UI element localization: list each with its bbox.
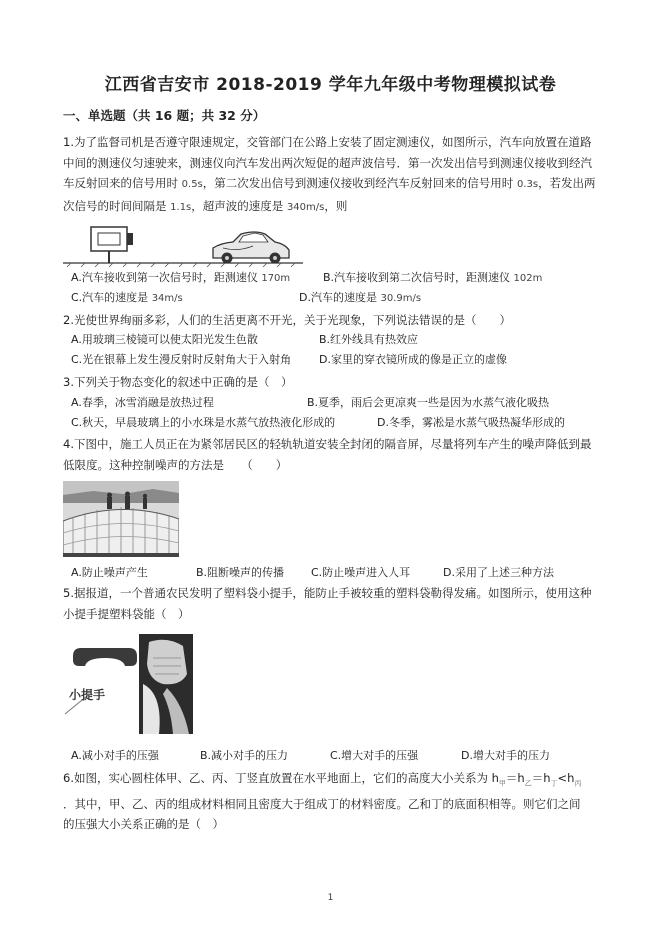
q5-line-1: 5.据报道，一个普通农民发明了塑料袋小提手，能防止手被较重的塑料袋勒得发痛。如图所示，使用这种 xyxy=(63,586,592,600)
question-1-stem xyxy=(63,132,611,218)
q6-line-1: 6.如图，实心圆柱体甲、乙、丙、丁竖直放置在水平地面上，它们的高度大小关系为 $h_甲=h_乙=h_丁<h_丙$ xyxy=(63,771,582,788)
q5-option-c[interactable]: C.增大对手的压强 xyxy=(330,749,419,762)
q3-options-row-2 xyxy=(63,413,623,433)
q5-option-d[interactable]: D.增大对手的压力 xyxy=(461,749,550,762)
q5-line-2: 小提手提塑料袋能（ ） xyxy=(63,606,190,621)
q1-option-b[interactable]: B.汽车接收到第二次信号时，距测速仪 102m xyxy=(323,271,543,284)
question-3-stem: 3.下列关于物态变化的叙述中正确的是（ ） xyxy=(63,375,293,389)
bag-handle-icon xyxy=(63,634,193,734)
q3-option-b[interactable]: B.夏季，雨后会更凉爽一些是因为水蒸气液化吸热 xyxy=(307,396,550,409)
q4-option-b[interactable]: B.阻断噪声的传播 xyxy=(196,566,285,579)
q2-option-a[interactable]: A.用玻璃三棱镜可以使太阳光发生色散 xyxy=(71,333,258,346)
q2-options-row-1 xyxy=(63,330,623,350)
q4-option-c[interactable]: C.防止噪声进入人耳 xyxy=(311,566,411,579)
q2-options-row-2 xyxy=(63,350,623,370)
question-4-stem xyxy=(63,434,611,475)
q1-line-1: 1.为了监督司机是否遵守限速规定，交管部门在公路上安装了固定测速仪，如图所示，汽车向放置在道路 xyxy=(63,135,592,149)
q2-option-b[interactable]: B.红外线具有热效应 xyxy=(319,333,419,346)
exam-title: 江西省吉安市 2018-2019 学年九年级中考物理模拟试卷 xyxy=(104,75,557,95)
q1-time-3: 1.1s xyxy=(170,201,192,213)
q1-line-4: 次信号的时间间隔是 1.1s，超声波的速度是 340m/s，则 xyxy=(63,198,348,213)
speed-camera-figure xyxy=(63,216,303,268)
car-icon xyxy=(213,232,289,264)
q2-option-c[interactable]: C.光在银幕上发生漫反射时反射角大于入射角 xyxy=(71,353,292,366)
question-2-stem: 2.光使世界绚丽多彩，人们的生活更离不开光，关于光现象，下列说法错误的是（ ） xyxy=(63,313,511,327)
bag-handle-label: 小提手 xyxy=(69,688,106,702)
q1-option-c[interactable]: C.汽车的速度是 34m/s xyxy=(71,291,183,304)
q4-line-2: 低限度。这种控制噪声的方法是 （ ） xyxy=(63,457,288,472)
page-number: 1 xyxy=(327,893,334,903)
q1-line-2: 中间的测速仪匀速驶来，测速仪向汽车发出两次短促的超声波信号．第一次发出信号到测速仪接收到经汽 xyxy=(63,155,592,170)
question-6-stem xyxy=(63,768,623,835)
q3-options-row-1 xyxy=(63,393,623,413)
q1-options-row-2 xyxy=(63,288,623,308)
question-5-stem xyxy=(63,583,611,624)
q1-options-row-1 xyxy=(63,268,623,288)
q5-option-b[interactable]: B.减小对手的压力 xyxy=(200,749,289,762)
q5-option-a[interactable]: A.减小对手的压强 xyxy=(71,749,159,762)
q3-option-c[interactable]: C.秋天，早晨玻璃上的小水珠是水蒸气放热液化形成的 xyxy=(71,416,336,429)
q4-option-a[interactable]: A.防止噪声产生 xyxy=(71,566,148,579)
q3-option-d[interactable]: D.冬季，雾凇是水蒸气吸热凝华形成的 xyxy=(377,416,565,429)
q1-option-d[interactable]: D.汽车的速度是 30.9m/s xyxy=(299,291,422,304)
q5-options-row xyxy=(63,746,623,766)
q1-time-2: 0.3s xyxy=(516,179,539,190)
q2-option-d[interactable]: D.家里的穿衣镜所成的像是正立的虚像 xyxy=(319,353,507,366)
noise-barrier-photo xyxy=(63,481,179,557)
q1-option-a[interactable]: A.汽车接收到第一次信号时，距测速仪 170m xyxy=(71,271,291,284)
section-heading: 一、单选题（共 16 题；共 32 分） xyxy=(63,108,266,123)
q4-line-1: 4.下图中，施工人员正在为紧邻居民区的轻轨轨道安装全封闭的隔音屏，尽量将列车产生的噪声降低到最 xyxy=(63,437,592,451)
q1-sound-speed: 340m/s xyxy=(286,201,325,213)
q3-option-a[interactable]: A.春季，冰雪消融是放热过程 xyxy=(71,396,214,409)
q4-option-d[interactable]: D.采用了上述三种方法 xyxy=(443,566,554,579)
bag-handle-figure xyxy=(63,634,193,734)
q6-line-2: ．其中，甲、乙、丙的组成材料相同且密度大于组成丁的材料密度。乙和丁的底面积相等。则它们之间 xyxy=(63,796,581,811)
q6-line-3: 的压强大小关系正确的是（ ） xyxy=(63,817,224,832)
q1-time-1: 0.5s xyxy=(181,179,203,190)
speed-camera-icon xyxy=(91,227,133,263)
q4-options-row xyxy=(63,563,623,583)
q1-line-3: 车反射回来的信号用时 0.5s，第二次发出信号到测速仪接收到经汽车反射回来的信号用时 0.3s，若发出两 xyxy=(63,176,596,190)
